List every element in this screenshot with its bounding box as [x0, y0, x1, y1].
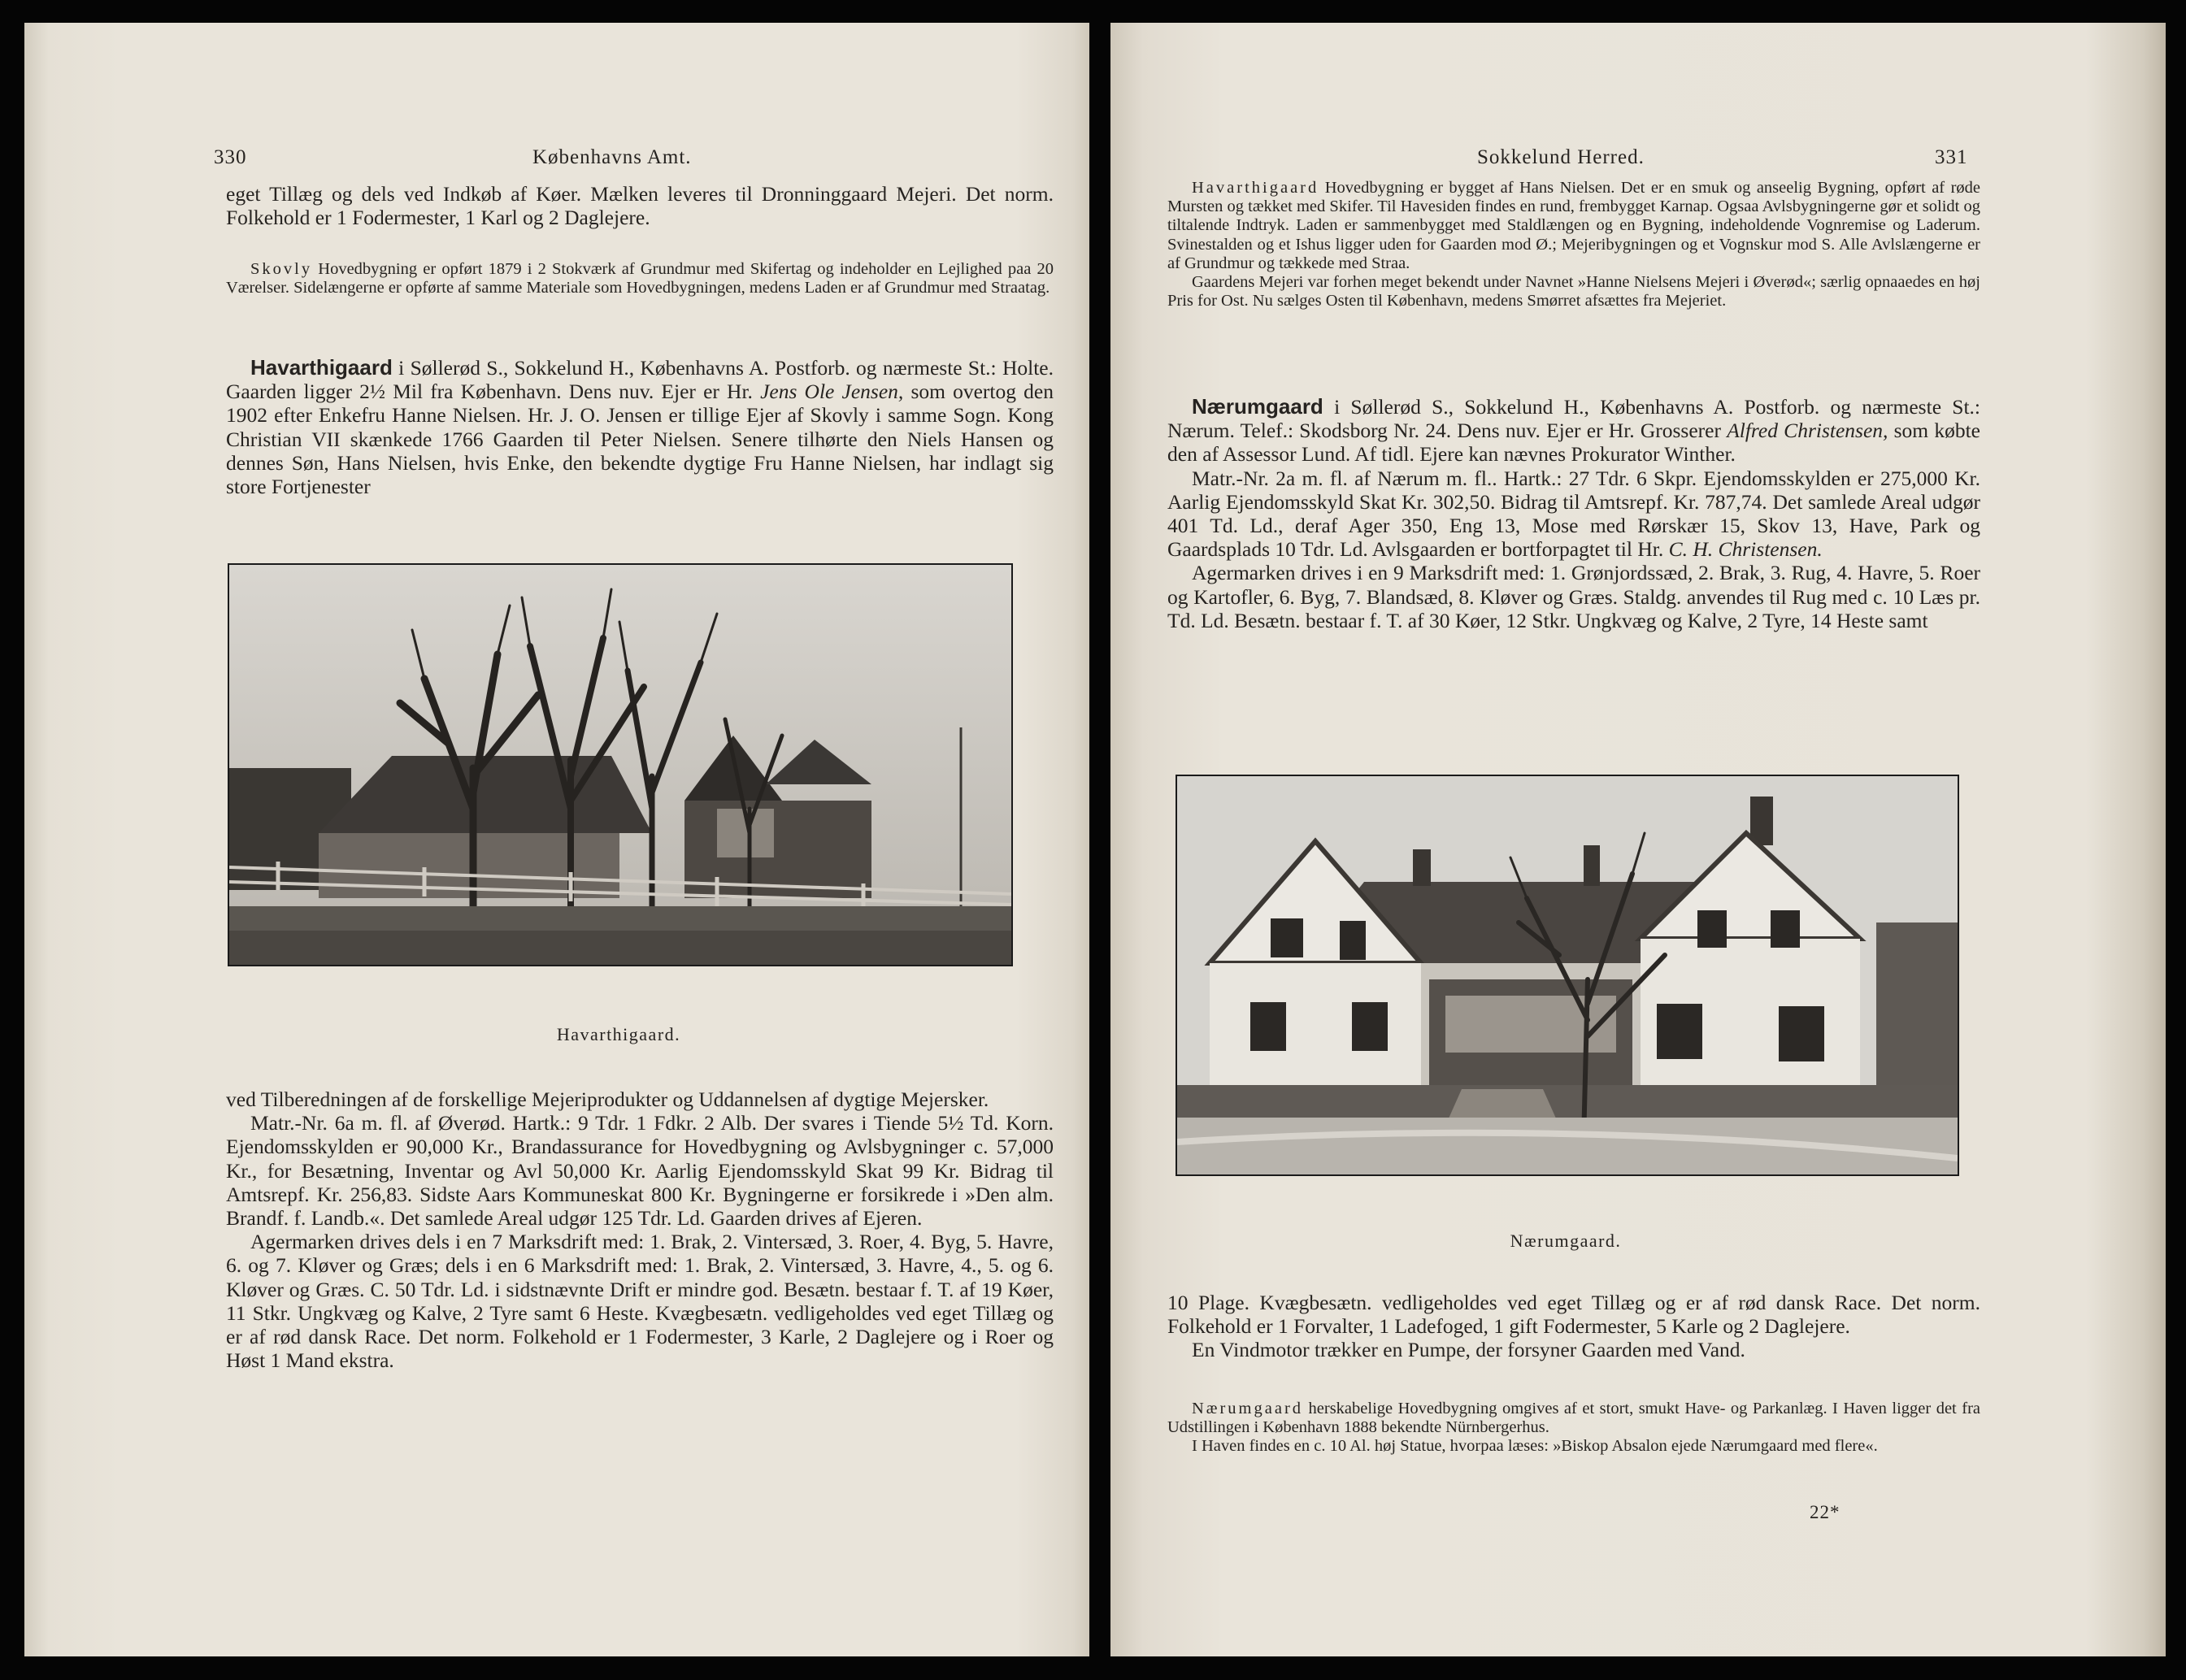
entry-owner: Alfred Christensen, [1727, 419, 1888, 443]
top-paragraph-block [226, 182, 1054, 229]
havarthigaard-entry [226, 356, 1054, 498]
mejeri-note: Gaardens Mejeri var forhen meget bekendt under Navnet »Hanne Nielsens Mejeri i Øverød«; særlig opnaaedes en høj Pris for Ost. Nu sælges Osten til København, medens Smørret afsættes fra Mejeriet. [1167, 273, 1980, 310]
entry-owner: Jens Ole Jensen, [760, 380, 904, 404]
entry-heading: Nærumgaard [1192, 394, 1323, 419]
agermark-paragraph: Agermarken drives dels i en 7 Marksdrift med: 1. Brak, 2. Vintersæd, 3. Roer, 4. Byg, 5. Havre, 6. og 7. Kløver og Græs; dels i en 6 Marksdrift med: 1. Brak, 2. Vintersæd, 3. Havre, 4., 5. og 6. Kløver og Græs. C. 50 Tdr. Ld. i sidstnævnte Drift er mindre god. Besætn. bestaar f. T. af 19 Køer, 11 Stkr. Ungkvæg og Kalve, 2 Tyre samt 6 Heste. Kvægbesætn. vedligeholdes ved eget Tillæg og er af rød dansk Race. Det norm. Folkehold er 1 Fodermester, 3 Karle, 2 Daglejere og i Roer og Høst 1 Mand ekstra. [226, 1230, 1054, 1373]
continuation-paragraph: ved Tilberedningen af de forskellige Mejeriprodukter og Uddannelsen af dygtige Mejersker. [226, 1087, 989, 1111]
running-head: Københavns Amt. [532, 146, 692, 168]
naerumgaard-name: Nærumgaard [1192, 1400, 1304, 1417]
skovly-note [226, 260, 1054, 297]
lower-text [1167, 1291, 1980, 1362]
naerumgaard-photo [1176, 775, 1959, 1176]
page-number: 331 [1935, 146, 1968, 168]
photo-caption: Nærumgaard. [1510, 1231, 1622, 1251]
continuation-paragraph: 10 Plage. Kvægbesætn. vedligeholdes ved eget Tillæg og er af rød dansk Race. Det norm. Folkehold er 1 Forvalter, 1 Ladefoged, 1 gift Fodermester, 5 Karle og 2 Daglejere. [1167, 1291, 1980, 1339]
top-paragraph: eget Tillæg og dels ved Indkøb af Køer. Mælken leveres til Dronninggaard Mejeri. Det norm. Folkehold er 1 Fodermester, 1 Karl og 2 Daglejere. [226, 182, 1054, 230]
right-page [1110, 23, 2166, 1656]
matr-paragraph: Matr.-Nr. 6a m. fl. af Øverød. Hartk.: 9 Tdr. 1 Fdkr. 2 Alb. Der svares i Tiende 5½ Td. Korn. Ejendomsskylden er 90,000 Kr., Brandassurance for Hovedbygning og Avlsbygninger c. 57,000 Kr., for Besætning, Inventar og Avl 50,000 Kr. Aarlig Ejendomsskyld Skat 99 Kr. Bidrag til Amtsrepf. Kr. 256,83. Sidste Aars Kommuneskat 800 Kr. Bygningerne er forsikrede i »Den alm. Brandf. f. Landb.«. Det samlede Areal udgør 125 Tdr. Ld. Gaarden drives af Ejeren. [226, 1111, 1054, 1231]
entry-text-1: i Søllerød S., Sokkelund H., Københavns A. Postforb. og nærmeste St.: Nærum. Telef.: Skodsborg Nr. 24. Dens nuv. Ejer er Hr. Grosserer [1167, 395, 1980, 443]
signature-mark: 22* [1810, 1502, 1840, 1522]
photo-caption: Havarthigaard. [556, 1024, 681, 1044]
vindmotor-paragraph: En Vindmotor trækker en Pumpe, der forsyner Gaarden med Vand. [1192, 1338, 1745, 1362]
matr-tenant: C. H. Christensen. [1668, 537, 1823, 562]
agermark-paragraph: Agermarken drives i en 9 Marksdrift med: 1. Grønjordssæd, 2. Brak, 3. Rug, 4. Havre, 5. Roer og Kartofler, 6. Byg, 7. Blandsæd, 8. Kløver og Græs. Staldg. anvendes til Rug med c. 10 Læs pr. Td. Ld. Besætn. bestaar f. T. af 30 Køer, 12 Stkr. Ungkvæg og Kalve, 2 Tyre, 14 Heste samt [1167, 561, 1980, 632]
entry-text-2: som købte den af Assessor Lund. Af tidl. Ejere kan nævnes Prokurator Winther. [1167, 419, 1980, 467]
page-number: 330 [214, 146, 247, 168]
entry-heading: Havarthigaard [250, 355, 393, 380]
running-head: Sokkelund Herred. [1477, 146, 1645, 168]
havarthigaard-name: Havarthigaard [1192, 179, 1319, 197]
havarthigaard-photo [228, 563, 1013, 966]
statue-note: I Haven findes en c. 10 Al. høj Statue, hvorpaa læses: »Biskop Absalon ejede Nærumgaard med flere«. [1192, 1437, 1878, 1456]
matr-text: Matr.-Nr. 2a m. fl. af Nærum m. fl.. Hartk.: 27 Tdr. 6 Skpr. Ejendomsskylden er 275,000 Kr. Aarlig Ejendomsskyld Skat Kr. 302,50. Bidrag til Amtsrepf. Kr. 787,74. Det samlede Areal udgør 401 Td. Ld., deraf Ager 350, Eng 13, Mose med Rørskær 15, Skov 13, Have, Park og Gaardsplads 10 Tdr. Ld. Avlsgaarden er bortforpagtet til Hr. [1167, 466, 1980, 562]
entry-text-2: som overtog den 1902 efter Enkefru Hanne Nielsen. Hr. J. O. Jensen er tillige Ejer af Skovly i samme Sogn. Kong Christian VII skænkede 1766 Gaarden til Peter Nielsen. Senere tilhørte den Niels Hansen og dennes Søn, Hans Nielsen, hvis Enke, den bekendte dygtige Fru Hanne Nielsen, har indlagt sig store Fortjenester [226, 380, 1054, 499]
entry-text-1: i Søllerød S., Sokkelund H., Københavns A. Postforb. og nærmeste St.: Holte. Gaarden ligger 2½ Mil fra København. Dens nuv. Ejer er Hr. [226, 356, 1054, 404]
lower-text [226, 1087, 1054, 1372]
havarthigaard-text: Hovedbygning er bygget af Hans Nielsen. Det er en smuk og anseelig Bygning, opført af røde Mursten og tækket med Skifer. Til Havesiden findes en rund, frembygget Karnap. Ogsaa Avlsbygningerne gør et solidt og tiltalende Indtryk. Laden er sammenbygget med Staldlængen og en Bygning, indeholdende Vognremise og Laderum. Svinestalden og et Ishus ligger uden for Gaarden mod Ø.; Mejeribygningen og et Vognskur mod S. Alle Avlslængerne er af Grundmur og tækkede med Straa. [1167, 179, 1980, 272]
naerumgaard-entry [1167, 395, 1980, 632]
skovly-text: Hovedbygning er opført 1879 i 2 Stokværk af Grundmur med Skifertag og indeholder en Lejlighed paa 20 Værelser. Sidelængerne er opførte af samme Materiale som Hovedbygningen, medens Laden er af Grundmur med Straatag. [226, 260, 1054, 297]
naerumgaard-text: herskabelige Hovedbygning omgives af et stort, smukt Have- og Parkanlæg. I Haven ligger det fra Udstillingen i København 1888 bekendte Nürnbergerhus. [1167, 1400, 1980, 1437]
havarthigaard-note [1167, 179, 1980, 310]
naerumgaard-note [1167, 1400, 1980, 1456]
skovly-name: Skovly [250, 260, 313, 278]
left-page [24, 23, 1089, 1656]
